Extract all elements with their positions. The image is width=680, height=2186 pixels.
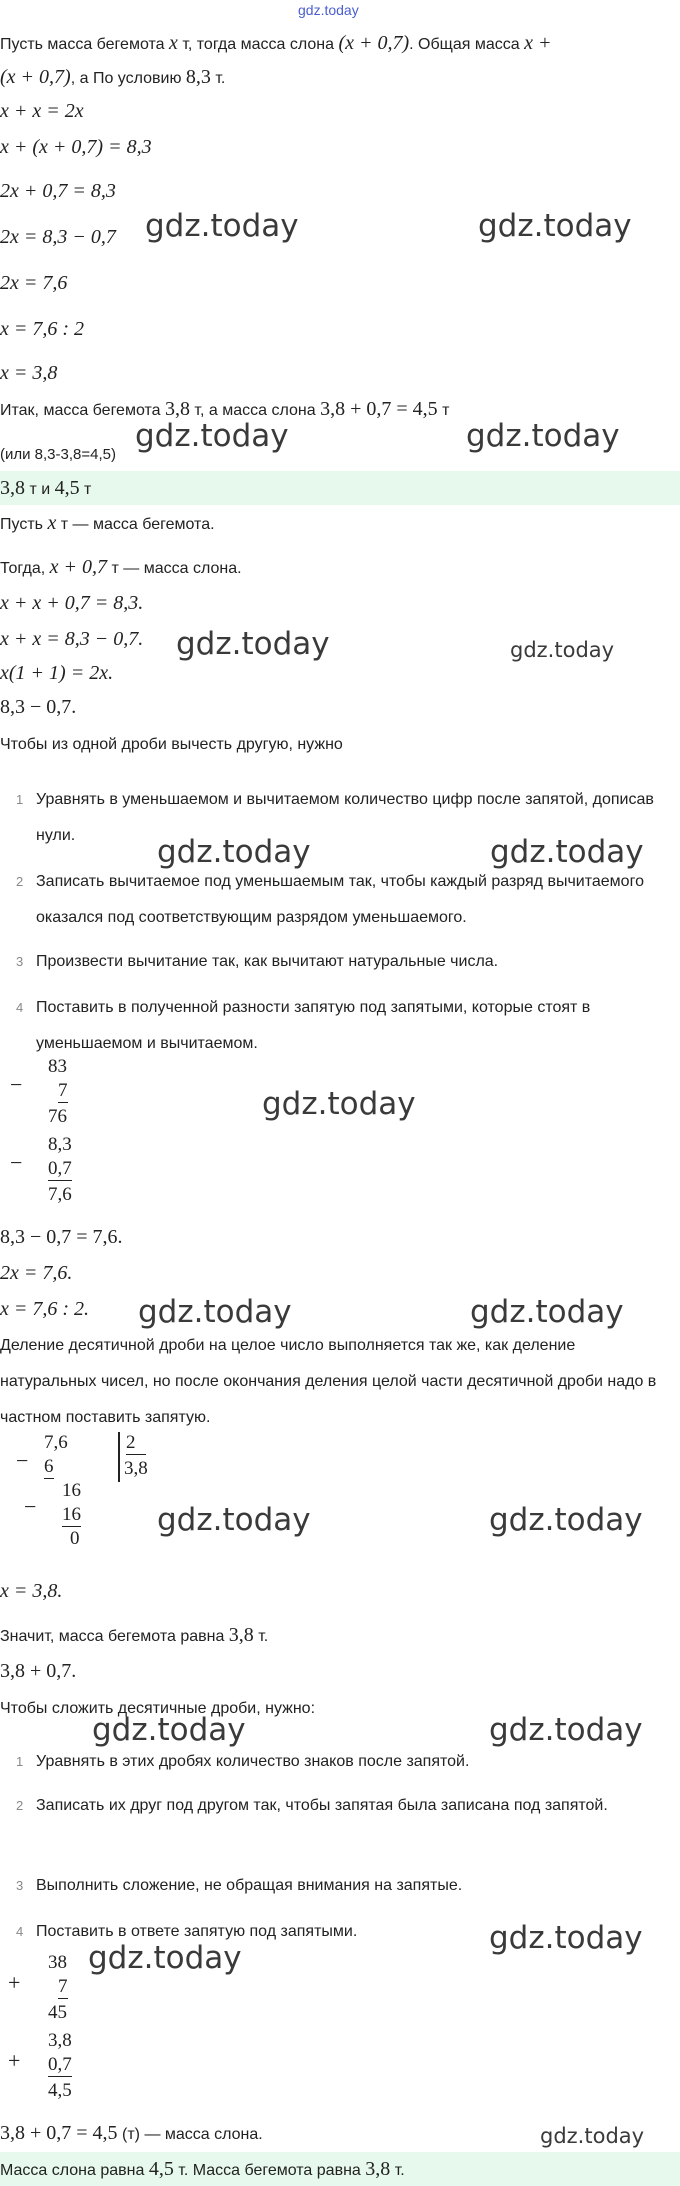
col2-a: 8,3: [48, 1134, 72, 1155]
let-b: т — масса бегемота.: [56, 516, 215, 533]
concl-a: Значит, масса бегемота равна: [0, 1628, 229, 1645]
watermark: gdz.today: [135, 418, 289, 454]
col1-b: 7: [58, 1080, 68, 1101]
sub-step-4-num: 4: [16, 1000, 24, 1015]
result-text-c: т: [437, 402, 450, 419]
concl-b: т.: [253, 1628, 269, 1645]
intro-text-a: Пусть масса бегемота: [0, 36, 169, 53]
add-step-4-text: Поставить в ответе запятую под запятыми.: [36, 1923, 358, 1940]
then-line: [0, 556, 242, 580]
watermark: gdz.today: [157, 1502, 311, 1538]
col2-b: 0,7: [48, 1158, 72, 1179]
div-bracket-vertical: [118, 1432, 120, 1482]
div-sub2: 16: [62, 1504, 81, 1525]
watermark: gdz.today: [138, 1294, 292, 1330]
answer-1-v1: 3,8: [0, 477, 25, 499]
sub-step-4-text: Поставить в полученной разности запятую под запятыми, которые стоят в уменьшаемом и вычитаемом.: [36, 999, 591, 1052]
s2-equation-7: x = 7,6 : 2.: [0, 1298, 90, 1320]
watermark: gdz.today: [489, 1712, 643, 1748]
watermark: gdz.today: [470, 1294, 624, 1330]
s2-equation-4: 8,3 − 0,7.: [0, 696, 77, 718]
watermark: gdz.today: [262, 1086, 416, 1122]
result-text-a: Итак, масса бегемота: [0, 402, 165, 419]
watermark: gdz.today: [490, 834, 644, 870]
col4-b: 0,7: [48, 2054, 72, 2075]
col3-a: 38: [48, 1952, 67, 1973]
rule-subtraction: Чтобы из одной дроби вычесть другую, нужно: [0, 736, 343, 753]
result-text-b: т, а масса слона: [189, 402, 321, 419]
answer-2: [0, 2158, 405, 2182]
answer-1-v2: 4,5: [54, 477, 80, 499]
intro-text-d: x +: [524, 32, 552, 54]
answer-1: [0, 477, 91, 501]
equation-1: x + x = 2x: [0, 100, 84, 122]
s2-equation-3: x(1 + 1) = 2x.: [0, 662, 114, 684]
s2-equation-5: 8,3 − 0,7 = 7,6.: [0, 1226, 123, 1248]
answer-1-b: т: [79, 481, 92, 498]
answer-2-v2: 3,8: [365, 2158, 391, 2180]
s2-equation-2: x + x = 8,3 − 0,7.: [0, 628, 144, 650]
result-v2: 3,8 + 0,7 = 4,5: [320, 398, 438, 420]
s2-equation-1: x + x + 0,7 = 8,3.: [0, 592, 144, 614]
line2-unit: т.: [210, 70, 226, 87]
col1-r: 76: [48, 1106, 67, 1127]
div-sign-2: −: [24, 1494, 37, 1519]
rule-addition: Чтобы сложить десятичные дроби, нужно:: [0, 1700, 316, 1717]
line2-text: , а По условию: [70, 70, 186, 87]
line2-val: 8,3: [185, 66, 211, 88]
final-expr: 3,8 + 0,7 = 4,5: [0, 2122, 118, 2144]
intro-text-c: . Общая масса: [409, 36, 525, 53]
div-sub1: 6: [44, 1456, 54, 1477]
line2-expr: (x + 0,7): [0, 66, 71, 88]
col4-sign: +: [8, 2048, 21, 2073]
answer-2-b: т. Масса бегемота равна: [173, 2162, 366, 2179]
div-dividend: 7,6: [44, 1432, 68, 1453]
equation-5: 2x = 7,6: [0, 272, 68, 294]
col2-r: 7,6: [48, 1184, 72, 1205]
watermark: gdz.today: [510, 638, 615, 662]
add-step-3-num: 3: [16, 1878, 24, 1893]
watermark: gdz.today: [466, 418, 620, 454]
s2-equation-6: 2x = 7,6.: [0, 1262, 73, 1284]
sub-step-1-num: 1: [16, 792, 24, 807]
then-expr: x + 0,7: [49, 556, 108, 578]
equation-6: x = 7,6 : 2: [0, 318, 85, 340]
div-quotient: 3,8: [124, 1458, 148, 1479]
col4-r: 4,5: [48, 2080, 72, 2101]
add-step-1-num: 1: [16, 1754, 24, 1769]
final-text: (т) — масса слона.: [117, 2126, 263, 2143]
col3-b: 7: [58, 1976, 68, 1997]
watermark: gdz.today: [489, 1502, 643, 1538]
watermark: gdz.today: [92, 1712, 246, 1748]
intro-line-2: [0, 66, 225, 90]
col1-a: 83: [48, 1056, 67, 1077]
rule-division: Деление десятичной дроби на целое число выполняется так же, как деление натуральных чисел, но после окончания деления целой части десятичной дроби надо в частном поставить запятую.: [0, 1337, 657, 1426]
watermark: gdz.today: [88, 1940, 242, 1976]
col3-sign: +: [8, 1970, 21, 1995]
watermark: gdz.today: [540, 2124, 645, 2148]
intro-expr: (x + 0,7): [338, 32, 410, 54]
let-x: x: [47, 512, 57, 534]
site-logo[interactable]: gdz.today: [298, 2, 359, 18]
equation-4: 2x = 8,3 − 0,7: [0, 226, 116, 248]
add-step-3-text: Выполнить сложение, не обращая внимания на запятые.: [36, 1877, 463, 1894]
sub-step-3-text: Произвести вычитание так, как вычитают натуральные числа.: [36, 953, 499, 970]
div-divisor: 2: [126, 1432, 146, 1455]
add-step-1-text: Уравнять в этих дробях количество знаков после запятой.: [36, 1753, 470, 1770]
answer-2-a: Масса слона равна: [0, 2162, 149, 2179]
intro-x: x: [168, 32, 178, 54]
div-sign: −: [16, 1448, 29, 1473]
answer-2-v1: 4,5: [148, 2158, 174, 2180]
concl-v: 3,8: [228, 1624, 254, 1646]
conclusion-line: [0, 1624, 268, 1648]
answer-1-bar: [0, 471, 680, 505]
col2-sign: −: [10, 1150, 23, 1175]
col4-a: 3,8: [48, 2030, 72, 2051]
alt-calc: (или 8,3-3,8=4,5): [0, 446, 116, 463]
add-step-2-text: Записать их друг под другом так, чтобы запятая была записана под запятой.: [36, 1797, 608, 1814]
answer-2-c: т.: [390, 2162, 405, 2179]
watermark: gdz.today: [157, 834, 311, 870]
final-line: [0, 2122, 263, 2146]
s2-equation-9: 3,8 + 0,7.: [0, 1660, 77, 1682]
s2-equation-8: x = 3,8.: [0, 1580, 63, 1602]
intro-text-b: т, тогда масса слона: [177, 36, 339, 53]
sub-step-2-num: 2: [16, 874, 24, 889]
col3-r: 45: [48, 2002, 67, 2023]
let-a: Пусть: [0, 516, 48, 533]
sub-step-2-text: Записать вычитаемое под уменьшаемым так, чтобы каждый разряд вычитаемого оказался под соответствующим разрядом уменьшаемого.: [36, 873, 644, 926]
result-v1: 3,8: [164, 398, 190, 420]
div-rem2: 0: [70, 1528, 80, 1549]
equation-7: x = 3,8: [0, 362, 58, 384]
watermark: gdz.today: [176, 626, 330, 662]
intro-line: [0, 32, 551, 56]
equation-2: x + (x + 0,7) = 8,3: [0, 136, 152, 158]
watermark: gdz.today: [145, 208, 299, 244]
sub-step-1-text: Уравнять в уменьшаемом и вычитаемом количество цифр после запятой, дописав нули.: [36, 791, 654, 844]
answer-1-a: т и: [25, 481, 55, 498]
div-rem1: 16: [62, 1480, 81, 1501]
watermark: gdz.today: [478, 208, 632, 244]
add-step-4-num: 4: [16, 1924, 24, 1939]
add-step-2-num: 2: [16, 1798, 24, 1813]
then-b: т — масса слона.: [107, 560, 242, 577]
equation-3: 2x + 0,7 = 8,3: [0, 180, 116, 202]
let-line: [0, 512, 215, 536]
then-a: Тогда,: [0, 560, 50, 577]
watermark: gdz.today: [489, 1920, 643, 1956]
sub-step-3-num: 3: [16, 954, 24, 969]
col1-sign: −: [10, 1072, 23, 1097]
